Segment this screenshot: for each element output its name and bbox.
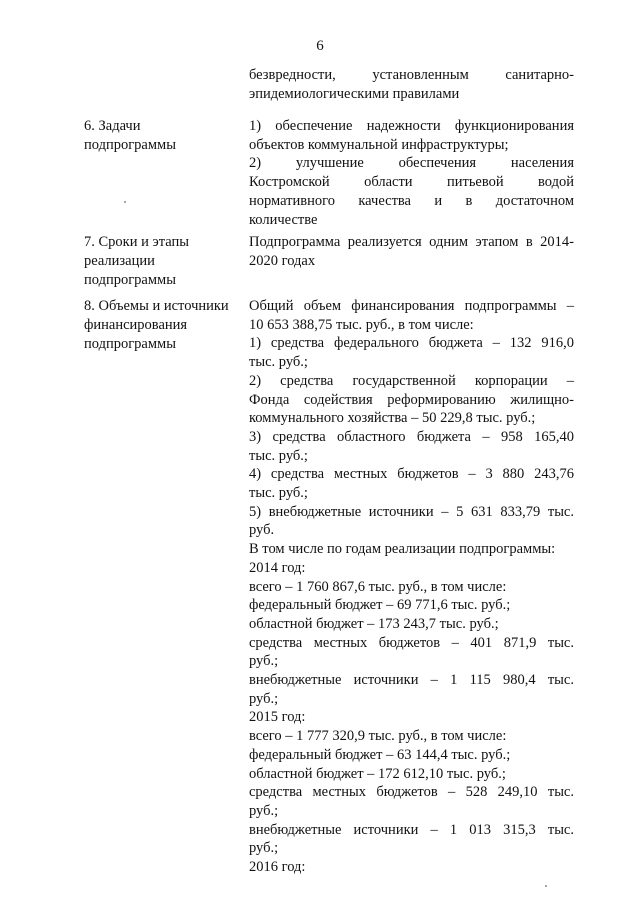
content-line: количестве xyxy=(249,211,318,228)
content-line: Общий объем финансирования подпрограммы – xyxy=(249,298,574,314)
content-line: Подпрограмма реализуется одним этапом в 2014- xyxy=(249,234,574,250)
content-line: руб.; xyxy=(249,653,279,670)
label-line: 8. Объемы и источники xyxy=(84,298,229,314)
content-line: средства местных бюджетов – 401 871,9 тыс. xyxy=(249,634,574,651)
label-line: подпрограммы xyxy=(84,272,176,288)
content-line: 2016 год: xyxy=(249,859,306,876)
content-line: 4) средства местных бюджетов – 3 880 243,76 xyxy=(249,466,574,483)
row-label xyxy=(84,233,249,290)
scan-speck xyxy=(124,201,126,203)
content-line: внебюджетные источники – 1 013 315,3 тыс. xyxy=(249,821,574,838)
content-line: 2) средства государственной корпорации – xyxy=(249,372,574,389)
content-line: всего – 1 777 320,9 тыс. руб., в том числе: xyxy=(249,728,507,745)
content-line: 1) обеспечение надежности функционирования xyxy=(249,118,574,134)
content-line: всего – 1 760 867,6 тыс. руб., в том числе: xyxy=(249,578,507,595)
row-content xyxy=(249,233,574,270)
content-line: Костромской области питьевой водой xyxy=(249,174,574,191)
content-line: безвредности, установленным санитарно- xyxy=(249,67,574,83)
content-line: Фонда содействия реформированию жилищно- xyxy=(249,391,574,408)
label-line: финансирования xyxy=(84,317,188,333)
content-line: 2020 годах xyxy=(249,252,316,269)
label-line: 7. Сроки и этапы xyxy=(84,234,189,250)
content-line: федеральный бюджет – 69 771,6 тыс. руб.; xyxy=(249,597,511,614)
content-line: федеральный бюджет – 63 144,4 тыс. руб.; xyxy=(249,746,511,763)
page-number: 6 xyxy=(316,38,324,54)
label-line: 6. Задачи xyxy=(84,118,141,134)
content-line: 2014 год: xyxy=(249,559,306,576)
content-line: 3) средства областного бюджета – 958 165,40 xyxy=(249,428,574,445)
content-line: коммунального хозяйства – 50 229,8 тыс. руб.; xyxy=(249,410,536,427)
content-line: нормативного качества и в достаточном xyxy=(249,192,574,209)
scan-speck xyxy=(545,885,547,887)
content-line: 2015 год: xyxy=(249,709,306,726)
content-line: В том числе по годам реализации подпрограммы: xyxy=(249,541,556,558)
content-line: 2) улучшение обеспечения населения xyxy=(249,155,574,172)
row-content xyxy=(249,66,574,103)
content-line: 5) внебюджетные источники – 5 631 833,79 тыс. xyxy=(249,503,574,520)
content-line: руб. xyxy=(249,522,275,539)
content-line: руб.; xyxy=(249,802,279,819)
label-line: подпрограммы xyxy=(84,336,176,352)
content-line: областной бюджет – 173 243,7 тыс. руб.; xyxy=(249,615,499,632)
content-line: 1) средства федерального бюджета – 132 916,0 xyxy=(249,335,574,352)
content-line: руб.; xyxy=(249,840,279,857)
row-content xyxy=(249,117,574,229)
content-line: внебюджетные источники – 1 115 980,4 тыс. xyxy=(249,672,574,689)
row-label xyxy=(84,117,249,155)
label-line: подпрограммы xyxy=(84,137,176,153)
content-line: 10 653 388,75 тыс. руб., в том числе: xyxy=(249,316,474,333)
content-line: средства местных бюджетов – 528 249,10 тыс. xyxy=(249,784,574,801)
row-label xyxy=(84,297,249,354)
label-line: реализации xyxy=(84,253,155,269)
content-line: тыс. руб.; xyxy=(249,485,308,502)
content-line: эпидемиологическими правилами xyxy=(249,85,460,102)
content-line: тыс. руб.; xyxy=(249,354,308,371)
content-line: руб.; xyxy=(249,690,279,707)
row-content xyxy=(249,297,574,877)
content-line: объектов коммунальной инфраструктуры; xyxy=(249,136,509,153)
content-line: тыс. руб.; xyxy=(249,447,308,464)
content-line: областной бюджет – 172 612,10 тыс. руб.; xyxy=(249,765,506,782)
